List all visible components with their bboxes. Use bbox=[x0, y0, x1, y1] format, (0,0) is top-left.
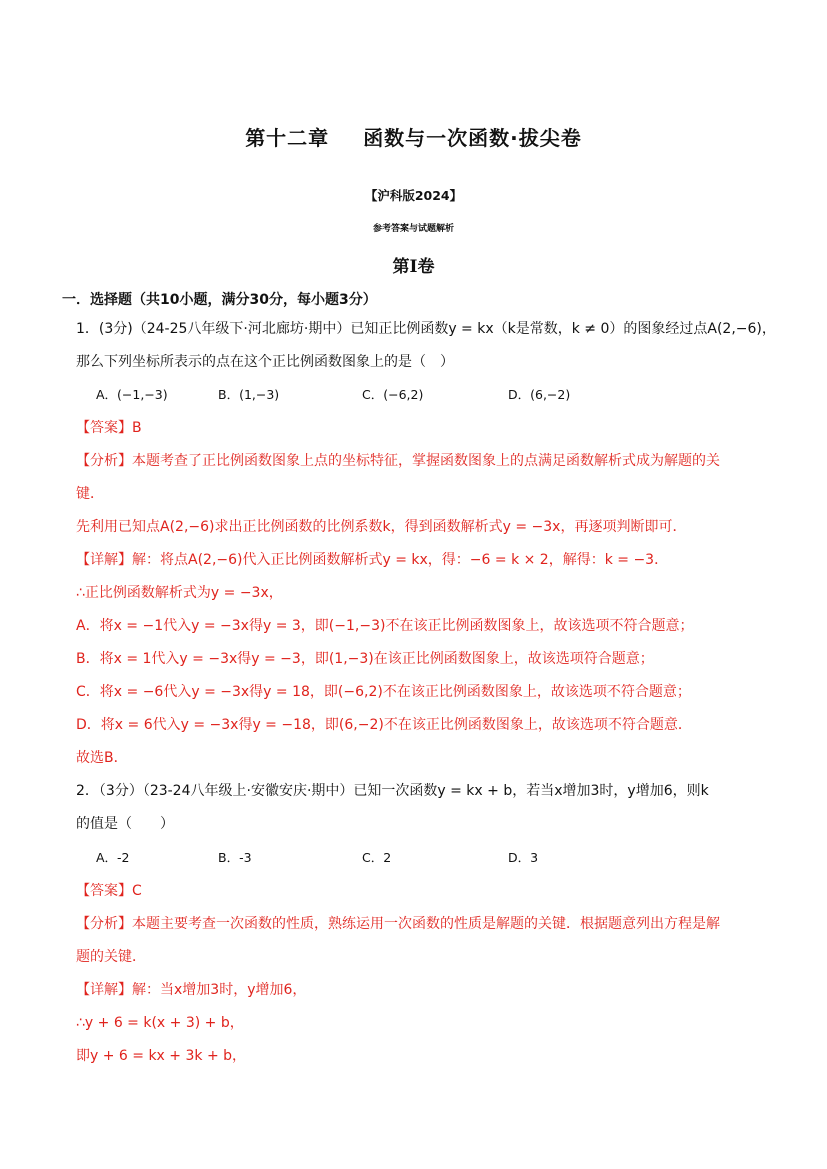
q1-detail-line1: 【详解】解：将点A(2,−6)代入正比例函数解析式y = kx，得：−6 = k × 2，解得：k = −3． bbox=[76, 552, 669, 568]
q1-analysis-line3: 先利用已知点A(2,−6)求出正比例函数的比例系数k，得到函数解析式y = −3x，再逐项判断即可． bbox=[76, 519, 687, 535]
q2-analysis-line1: 【分析】本题主要考查一次函数的性质，熟练运用一次函数的性质是解题的关键．根据题意列出方程是解 bbox=[76, 916, 720, 932]
q2-answer: 【答案】C bbox=[76, 883, 142, 899]
q2-detail-line1: 【详解】解：当x增加3时，y增加6， bbox=[76, 982, 307, 998]
q1-option-b: B．(1,−3) bbox=[218, 387, 280, 402]
q1-detail-line5: C．将x = −6代入y = −3x得y = 18，即(−6,2)不在该正比例函数图象上，故该选项不符合题意； bbox=[76, 684, 691, 700]
q2-option-c: C．2 bbox=[362, 850, 392, 865]
page-title bbox=[0, 128, 827, 148]
q1-option-c: C．(−6,2) bbox=[362, 387, 424, 402]
q1-stem-line1: 1．(3分)（24-25八年级下·河北廊坊·期中）已知正比例函数y = kx（k是常数，k ≠ 0）的图象经过点A(2,−6)， bbox=[76, 321, 776, 337]
q1-detail-line4: B．将x = 1代入y = −3x得y = −3，即(1,−3)在该正比例函数图象上，故该选项符合题意； bbox=[76, 651, 654, 667]
subtitle: 参考答案与试题解析 bbox=[372, 224, 454, 234]
q2-stem-line2: 的值是（ ） bbox=[76, 816, 174, 832]
q1-stem-line2: 那么下列坐标所表示的点在这个正比例函数图象上的是（ ） bbox=[76, 354, 454, 370]
q1-conclusion: 故选B． bbox=[76, 750, 128, 766]
title-text: 函数与一次函数·拔尖卷 bbox=[363, 126, 582, 150]
q1-detail-line6: D．将x = 6代入y = −3x得y = −18，即(6,−2)不在该正比例函数图象上，故该选项不符合题意． bbox=[76, 717, 692, 733]
q2-detail-line2: ∴y + 6 = k(x + 3) + b， bbox=[76, 1015, 244, 1031]
section-heading: 一．选择题（共10小题，满分30分，每小题3分） bbox=[62, 292, 377, 308]
q2-detail-line3: 即y + 6 = kx + 3k + b， bbox=[76, 1048, 247, 1064]
q1-analysis-line1: 【分析】本题考查了正比例函数图象上点的坐标特征，掌握函数图象上的点满足函数解析式成为解题的关 bbox=[76, 453, 720, 469]
edition-label: 【沪科版2024】 bbox=[364, 188, 463, 203]
q2-option-a: A．-2 bbox=[96, 850, 130, 865]
q1-answer: 【答案】B bbox=[76, 420, 142, 436]
q1-detail-line3: A．将x = −1代入y = −3x得y = 3，即(−1,−3)不在该正比例函数图象上，故该选项不符合题意； bbox=[76, 618, 694, 634]
q2-option-b: B．-3 bbox=[218, 850, 252, 865]
volume-heading: 第I卷 bbox=[392, 257, 435, 277]
q2-stem-line1: 2．（3分）（23-24八年级上·安徽安庆·期中）已知一次函数y = kx + b，若当x增加3时，y增加6，则k bbox=[76, 783, 709, 799]
q1-option-d: D．(6,−2) bbox=[508, 387, 571, 402]
q1-option-a: A．(−1,−3) bbox=[96, 387, 168, 402]
q2-option-d: D．3 bbox=[508, 850, 539, 865]
q2-analysis-line2: 题的关键． bbox=[76, 949, 146, 965]
q1-detail-line2: ∴正比例函数解析式为y = −3x， bbox=[76, 585, 283, 601]
q1-analysis-line2: 键． bbox=[76, 486, 104, 502]
chapter-label: 第十二章 bbox=[245, 126, 330, 150]
